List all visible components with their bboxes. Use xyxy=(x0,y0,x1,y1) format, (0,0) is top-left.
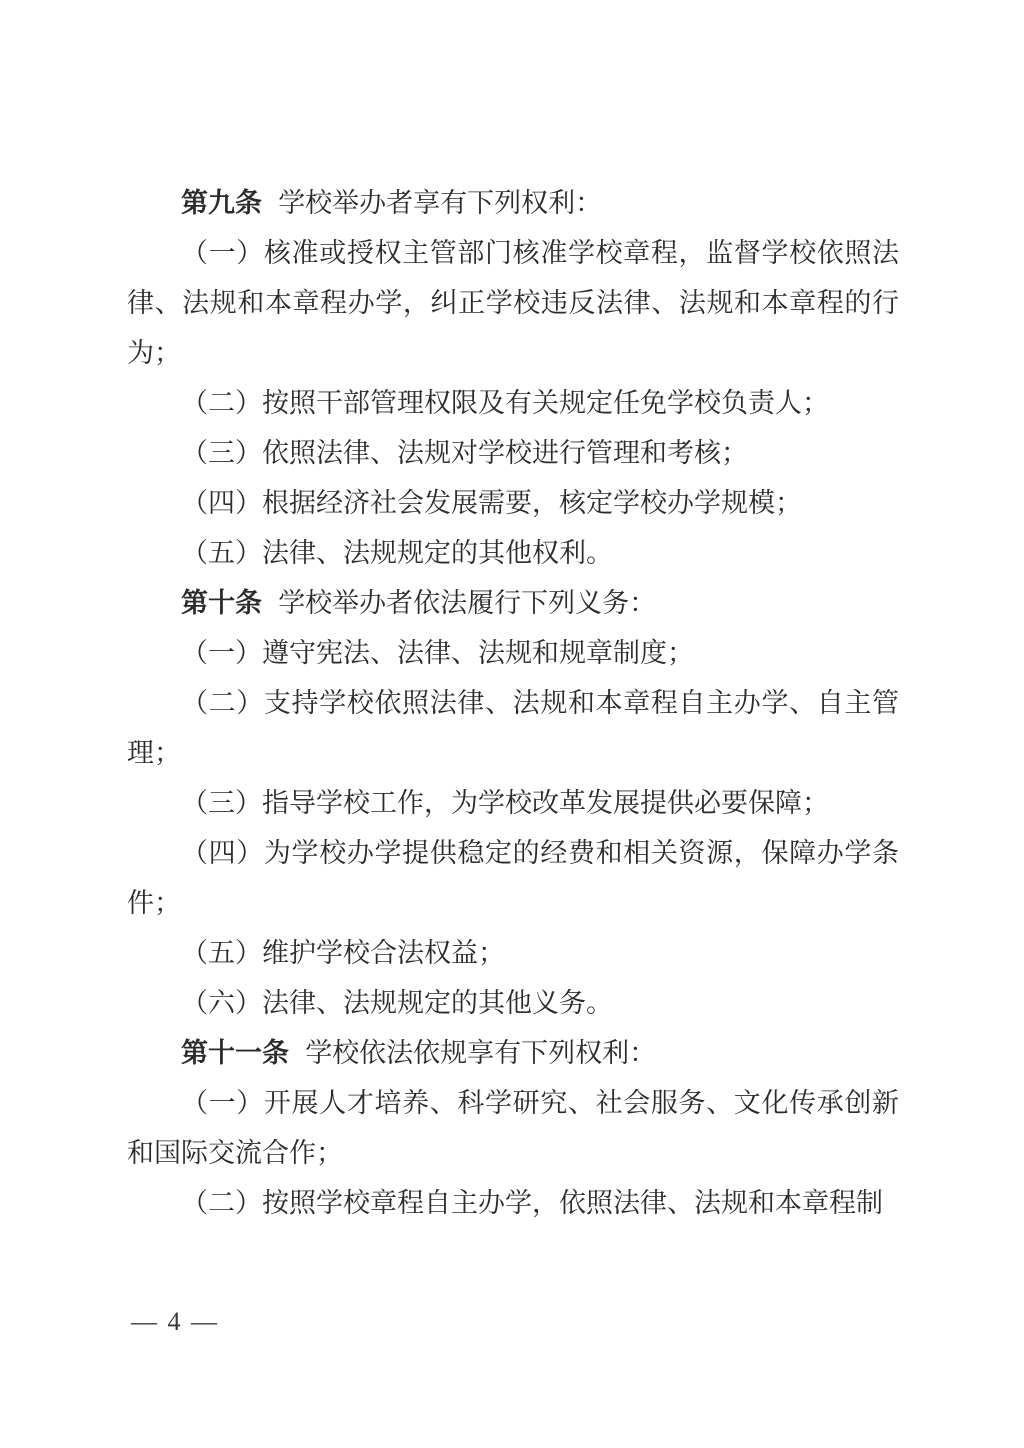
paragraph-text: （五）法律、法规规定的其他权利。 xyxy=(181,538,613,568)
paragraph-text: （五）维护学校合法权益； xyxy=(181,938,505,968)
paragraph-text: （二）支持学校依照法律、法规和本章程自主办学、自主管理； xyxy=(127,688,899,768)
document-body xyxy=(127,178,899,1228)
body-paragraph xyxy=(127,528,899,578)
body-paragraph xyxy=(127,678,899,778)
body-paragraph xyxy=(127,628,899,678)
paragraph-text: （三）依照法律、法规对学校进行管理和考核； xyxy=(181,438,748,468)
body-paragraph xyxy=(127,478,899,528)
paragraph-text: （二）按照学校章程自主办学，依照法律、法规和本章程制 xyxy=(181,1188,883,1218)
body-paragraph xyxy=(127,928,899,978)
article-heading-paragraph xyxy=(127,578,899,628)
body-paragraph xyxy=(127,828,899,928)
paragraph-text: （四）根据经济社会发展需要，核定学校办学规模； xyxy=(181,488,802,518)
body-paragraph xyxy=(127,1078,899,1178)
article-number: 第十一条 xyxy=(181,1038,289,1068)
body-paragraph xyxy=(127,378,899,428)
paragraph-text: （四）为学校办学提供稳定的经费和相关资源，保障办学条件； xyxy=(127,838,899,918)
paragraph-text: （六）法律、法规规定的其他义务。 xyxy=(181,988,613,1018)
paragraph-text: （三）指导学校工作，为学校改革发展提供必要保障； xyxy=(181,788,829,818)
body-paragraph xyxy=(127,778,899,828)
paragraph-text: （一）核准或授权主管部门核准学校章程，监督学校依照法律、法规和本章程办学，纠正学校违反法律、法规和本章程的行为； xyxy=(127,238,899,368)
paragraph-text: （二）按照干部管理权限及有关规定任免学校负责人； xyxy=(181,388,829,418)
body-paragraph xyxy=(127,228,899,378)
article-heading-paragraph xyxy=(127,178,899,228)
body-paragraph xyxy=(127,978,899,1028)
paragraph-text: 学校依法依规享有下列权利： xyxy=(305,1038,657,1068)
page-number: — 4 — xyxy=(131,1307,219,1336)
body-paragraph xyxy=(127,428,899,478)
paragraph-text: 学校举办者享有下列权利： xyxy=(278,188,603,218)
paragraph-text: （一）遵守宪法、法律、法规和规章制度； xyxy=(181,638,694,668)
paragraph-text: （一）开展人才培养、科学研究、社会服务、文化传承创新和国际交流合作； xyxy=(127,1088,899,1168)
body-paragraph xyxy=(127,1178,899,1228)
article-heading-paragraph xyxy=(127,1028,899,1078)
article-number: 第十条 xyxy=(181,588,262,618)
paragraph-text: 学校举办者依法履行下列义务： xyxy=(278,588,657,618)
article-number: 第九条 xyxy=(181,188,262,218)
